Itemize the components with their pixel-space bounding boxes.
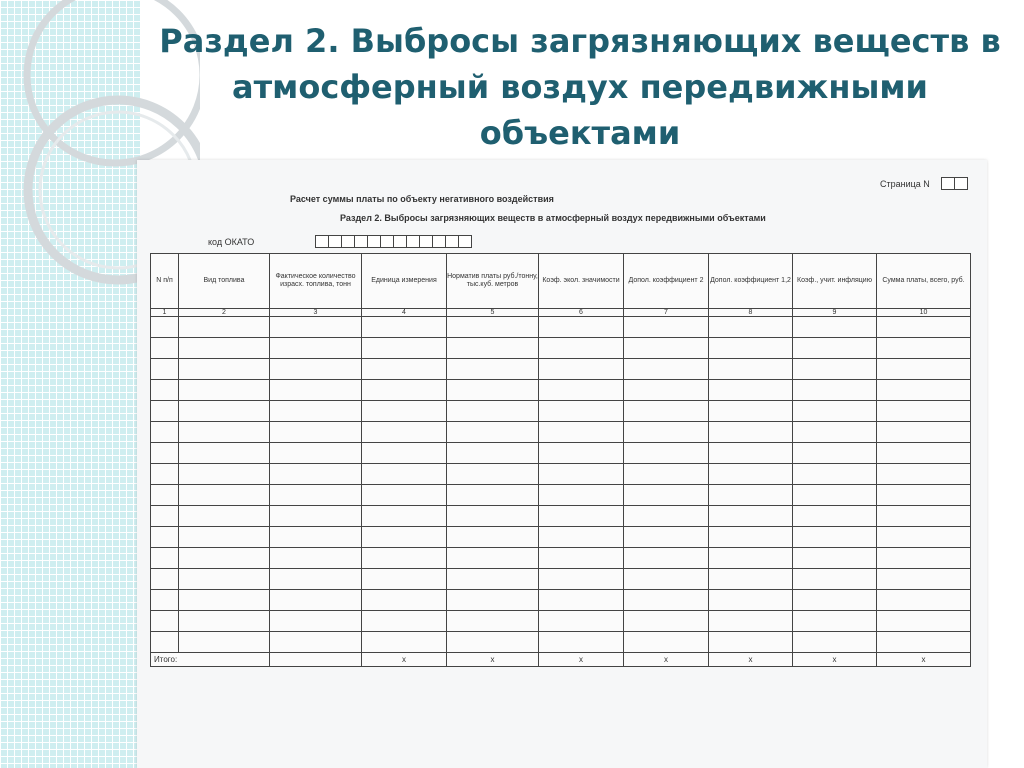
table-cell <box>877 401 971 422</box>
table-cell <box>151 380 179 401</box>
okato-code-cell <box>393 235 407 248</box>
table-cell <box>793 317 877 338</box>
column-header: Коэф., учит. инфляцию <box>793 254 877 309</box>
table-cell <box>151 611 179 632</box>
table-cell <box>362 611 447 632</box>
table-cell <box>539 401 624 422</box>
okato-label: код ОКАТО <box>208 237 255 247</box>
table-cell <box>877 359 971 380</box>
okato-code-cell <box>315 235 329 248</box>
table-cell <box>793 569 877 590</box>
column-number: 1 <box>151 309 179 317</box>
column-header: Допол. коэффициент 2 <box>624 254 709 309</box>
total-cell: x <box>877 653 971 667</box>
table-row <box>151 485 971 506</box>
column-number: 7 <box>624 309 709 317</box>
table-cell <box>709 527 793 548</box>
okato-code-cell <box>458 235 472 248</box>
table-cell <box>709 590 793 611</box>
total-cell: x <box>624 653 709 667</box>
table-cell <box>362 359 447 380</box>
table-cell <box>151 590 179 611</box>
table-row <box>151 590 971 611</box>
table-cell <box>179 632 270 653</box>
table-cell <box>179 569 270 590</box>
table-cell <box>179 527 270 548</box>
okato-code-cell <box>419 235 433 248</box>
table-cell <box>447 548 539 569</box>
table-cell <box>362 443 447 464</box>
table-row <box>151 401 971 422</box>
table-cell <box>270 485 362 506</box>
table-cell <box>447 380 539 401</box>
total-cell: x <box>539 653 624 667</box>
table-cell <box>709 611 793 632</box>
table-cell <box>270 422 362 443</box>
column-number: 2 <box>179 309 270 317</box>
table-cell <box>793 632 877 653</box>
total-cell: x <box>362 653 447 667</box>
table-cell <box>624 632 709 653</box>
table-cell <box>709 443 793 464</box>
table-cell <box>151 317 179 338</box>
column-header: Норматив платы руб./тонну, тыс.куб. метров <box>447 254 539 309</box>
table-cell <box>179 380 270 401</box>
table-cell <box>151 506 179 527</box>
table-cell <box>151 632 179 653</box>
table-cell <box>624 422 709 443</box>
table-cell <box>179 338 270 359</box>
table-row <box>151 632 971 653</box>
table-cell <box>447 506 539 527</box>
table-cell <box>179 590 270 611</box>
table-cell <box>539 527 624 548</box>
okato-code-cells <box>316 235 472 248</box>
table-cell <box>624 485 709 506</box>
table-cell <box>793 590 877 611</box>
table-cell <box>270 611 362 632</box>
table-cell <box>270 590 362 611</box>
table-cell <box>362 527 447 548</box>
table-cell <box>362 485 447 506</box>
table-cell <box>179 464 270 485</box>
table-cell <box>539 569 624 590</box>
table-cell <box>270 317 362 338</box>
total-row <box>151 653 971 667</box>
table-cell <box>877 632 971 653</box>
table-cell <box>270 506 362 527</box>
table-cell <box>877 485 971 506</box>
table-cell <box>151 401 179 422</box>
okato-code-cell <box>406 235 420 248</box>
table-cell <box>709 464 793 485</box>
table-cell <box>539 611 624 632</box>
table-cell <box>793 359 877 380</box>
okato-code-cell <box>432 235 446 248</box>
column-header: Фактическое количество израсх. топлива, тонн <box>270 254 362 309</box>
column-header: Единица измерения <box>362 254 447 309</box>
table-cell <box>624 527 709 548</box>
table-cell <box>270 632 362 653</box>
table-cell <box>877 380 971 401</box>
table-cell <box>709 485 793 506</box>
table-cell <box>270 527 362 548</box>
table-cell <box>793 485 877 506</box>
table-cell <box>877 338 971 359</box>
payment-form-table <box>150 253 971 667</box>
table-cell <box>362 590 447 611</box>
table-cell <box>447 338 539 359</box>
table-cell <box>539 422 624 443</box>
table-cell <box>709 632 793 653</box>
table-cell <box>447 359 539 380</box>
table-cell <box>270 464 362 485</box>
table-row <box>151 506 971 527</box>
table-cell <box>624 548 709 569</box>
table-cell <box>793 422 877 443</box>
table-cell <box>447 527 539 548</box>
table-row <box>151 569 971 590</box>
table-cell <box>877 590 971 611</box>
table-cell <box>793 338 877 359</box>
table-row <box>151 359 971 380</box>
column-number-row <box>151 309 971 317</box>
table-cell <box>447 422 539 443</box>
okato-code-cell <box>445 235 459 248</box>
table-cell <box>179 422 270 443</box>
table-cell <box>447 611 539 632</box>
table-cell <box>539 380 624 401</box>
table-cell <box>877 443 971 464</box>
table-cell <box>447 632 539 653</box>
total-cell: x <box>447 653 539 667</box>
total-label: Итого: <box>151 653 270 667</box>
page-number-label: Страница N <box>880 179 930 189</box>
table-cell <box>151 464 179 485</box>
column-header: Вид топлива <box>179 254 270 309</box>
total-cell: x <box>793 653 877 667</box>
table-cell <box>793 443 877 464</box>
table-cell <box>151 569 179 590</box>
table-cell <box>877 527 971 548</box>
table-cell <box>539 317 624 338</box>
column-header: Коэф. экол. значимости <box>539 254 624 309</box>
table-cell <box>270 359 362 380</box>
table-cell <box>179 611 270 632</box>
table-cell <box>624 338 709 359</box>
page-number-cell <box>941 177 955 190</box>
table-cell <box>709 359 793 380</box>
table-cell <box>793 506 877 527</box>
table-header-row <box>151 254 971 309</box>
table-cell <box>793 548 877 569</box>
table-cell <box>447 401 539 422</box>
table-cell <box>539 548 624 569</box>
okato-code-cell <box>380 235 394 248</box>
table-cell <box>151 485 179 506</box>
table-cell <box>362 632 447 653</box>
table-cell <box>151 338 179 359</box>
table-cell <box>539 506 624 527</box>
table-cell <box>447 569 539 590</box>
column-number: 5 <box>447 309 539 317</box>
table-cell <box>447 590 539 611</box>
table-cell <box>362 338 447 359</box>
okato-code-cell <box>328 235 342 248</box>
table-cell <box>151 527 179 548</box>
table-cell <box>709 506 793 527</box>
table-cell <box>179 485 270 506</box>
table-row <box>151 380 971 401</box>
total-cell <box>270 653 362 667</box>
table-row <box>151 611 971 632</box>
table-row <box>151 317 971 338</box>
table-cell <box>270 380 362 401</box>
table-row <box>151 422 971 443</box>
table-cell <box>270 569 362 590</box>
table-cell <box>793 611 877 632</box>
table-cell <box>877 422 971 443</box>
table-row <box>151 464 971 485</box>
table-cell <box>624 359 709 380</box>
table-cell <box>362 548 447 569</box>
table-cell <box>877 569 971 590</box>
table-cell <box>877 317 971 338</box>
column-number: 6 <box>539 309 624 317</box>
table-cell <box>877 464 971 485</box>
table-cell <box>447 317 539 338</box>
table-cell <box>179 359 270 380</box>
table-cell <box>447 464 539 485</box>
table-cell <box>362 569 447 590</box>
column-header: Сумма платы, всего, руб. <box>877 254 971 309</box>
table-cell <box>539 443 624 464</box>
page-number-cell <box>954 177 968 190</box>
table-cell <box>362 317 447 338</box>
total-cell: x <box>709 653 793 667</box>
table-cell <box>793 401 877 422</box>
column-number: 3 <box>270 309 362 317</box>
table-cell <box>877 548 971 569</box>
table-cell <box>179 443 270 464</box>
table-cell <box>709 569 793 590</box>
table-cell <box>447 443 539 464</box>
table-cell <box>877 506 971 527</box>
table-cell <box>539 338 624 359</box>
table-cell <box>624 401 709 422</box>
table-cell <box>179 506 270 527</box>
table-cell <box>539 359 624 380</box>
table-cell <box>709 317 793 338</box>
table-cell <box>793 527 877 548</box>
table-cell <box>709 338 793 359</box>
table-cell <box>151 422 179 443</box>
table-cell <box>362 422 447 443</box>
column-number: 10 <box>877 309 971 317</box>
column-number: 4 <box>362 309 447 317</box>
table-cell <box>877 611 971 632</box>
table-cell <box>624 611 709 632</box>
table-row <box>151 338 971 359</box>
table-cell <box>539 590 624 611</box>
table-cell <box>793 464 877 485</box>
table-cell <box>624 590 709 611</box>
form-section-title: Раздел 2. Выбросы загрязняющих веществ в атмосферный воздух передвижными объектами <box>340 213 766 223</box>
okato-code-cell <box>367 235 381 248</box>
table-cell <box>539 485 624 506</box>
table-cell <box>270 548 362 569</box>
table-cell <box>709 401 793 422</box>
table-cell <box>447 485 539 506</box>
okato-code-cell <box>354 235 368 248</box>
table-row <box>151 443 971 464</box>
table-cell <box>624 443 709 464</box>
table-row <box>151 548 971 569</box>
table-cell <box>362 401 447 422</box>
table-cell <box>709 380 793 401</box>
table-cell <box>179 401 270 422</box>
column-header: N п/п <box>151 254 179 309</box>
table-cell <box>270 401 362 422</box>
table-cell <box>270 443 362 464</box>
table-cell <box>624 380 709 401</box>
table-cell <box>362 506 447 527</box>
table-cell <box>179 548 270 569</box>
slide-title-line-3: объектами <box>479 114 681 152</box>
table-cell <box>270 338 362 359</box>
column-header: Допол. коэффициент 1,2 <box>709 254 793 309</box>
table-cell <box>151 548 179 569</box>
slide-title-line-1: Раздел 2. Выбросы загрязняющих веществ в <box>159 22 1001 60</box>
table-cell <box>624 464 709 485</box>
table-cell <box>624 506 709 527</box>
table-cell <box>539 632 624 653</box>
table-cell <box>362 464 447 485</box>
okato-code-cell <box>341 235 355 248</box>
page-number-cells <box>942 177 968 190</box>
table-cell <box>709 548 793 569</box>
table-cell <box>624 317 709 338</box>
slide-title-line-2: атмосферный воздух передвижными <box>232 68 928 106</box>
table-cell <box>362 380 447 401</box>
table-cell <box>151 359 179 380</box>
table-cell <box>709 422 793 443</box>
table-row <box>151 527 971 548</box>
table-cell <box>793 380 877 401</box>
table-cell <box>179 317 270 338</box>
slide-title <box>150 18 1010 156</box>
column-number: 8 <box>709 309 793 317</box>
table-cell <box>624 569 709 590</box>
column-number: 9 <box>793 309 877 317</box>
calculation-title: Расчет суммы платы по объекту негативного воздействия <box>290 194 554 204</box>
table-cell <box>539 464 624 485</box>
table-cell <box>151 443 179 464</box>
